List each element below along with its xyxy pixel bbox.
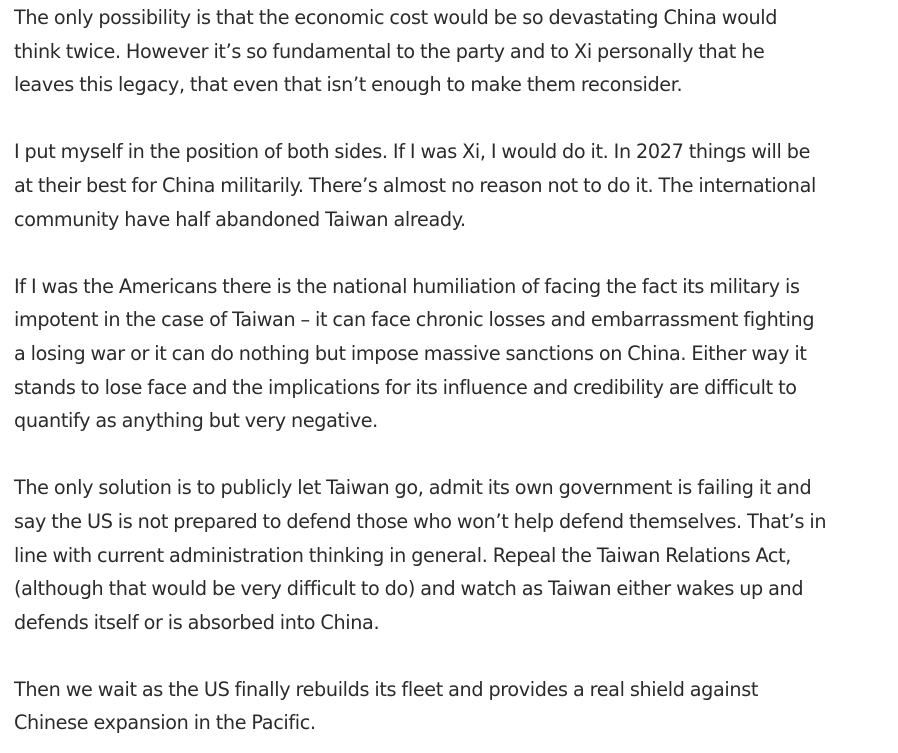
text-line: at their best for China militarily. There’s almost no reason not to do it. The international	[14, 173, 816, 197]
paragraph-3	[14, 270, 854, 438]
text-line: line with current administration thinking in general. Repeal the Taiwan Relations Act,	[14, 543, 792, 567]
text-line: think twice. However it’s so fundamental to the party and to Xi personally that he	[14, 39, 765, 63]
text-line: The only solution is to publicly let Taiwan go, admit its own government is failing it and	[14, 476, 812, 500]
text-line: Chinese expansion in the Pacific.	[14, 711, 316, 735]
text-line: stands to lose face and the implications for its influence and credibility are difficult to	[14, 375, 797, 399]
text-line: say the US is not prepared to defend those who won’t help defend themselves. That’s in	[14, 509, 827, 533]
paragraph-4	[14, 471, 854, 639]
paragraph-1	[14, 1, 854, 102]
paragraph-5	[14, 673, 854, 740]
text-line: I put myself in the position of both sides. If I was Xi, I would do it. In 2027 things will be	[14, 140, 811, 164]
text-line: leaves this legacy, that even that isn’t enough to make them reconsider.	[14, 73, 683, 97]
text-line: community have half abandoned Taiwan already.	[14, 207, 466, 231]
paragraph-2	[14, 135, 854, 236]
text-line: (although that would be very difficult to do) and watch as Taiwan either wakes up and	[14, 577, 804, 601]
paragraph-spacer	[14, 236, 854, 270]
text-line: quantify as anything but very negative.	[14, 409, 378, 433]
text-line: If I was the Americans there is the national humiliation of facing the fact its military is	[14, 274, 800, 298]
paragraph-spacer	[14, 438, 854, 472]
text-line: Then we wait as the US finally rebuilds its fleet and provides a real shield against	[14, 677, 759, 701]
text-line: The only possibility is that the economic cost would be so devastating China would	[14, 6, 778, 29]
text-line: defends itself or is absorbed into China.	[14, 610, 380, 634]
text-line: impotent in the case of Taiwan – it can face chronic losses and embarrassment fighting	[14, 308, 815, 332]
paragraph-spacer	[14, 639, 854, 673]
text-line: a losing war or it can do nothing but impose massive sanctions on China. Either way it	[14, 341, 807, 365]
paragraph-spacer	[14, 102, 854, 136]
